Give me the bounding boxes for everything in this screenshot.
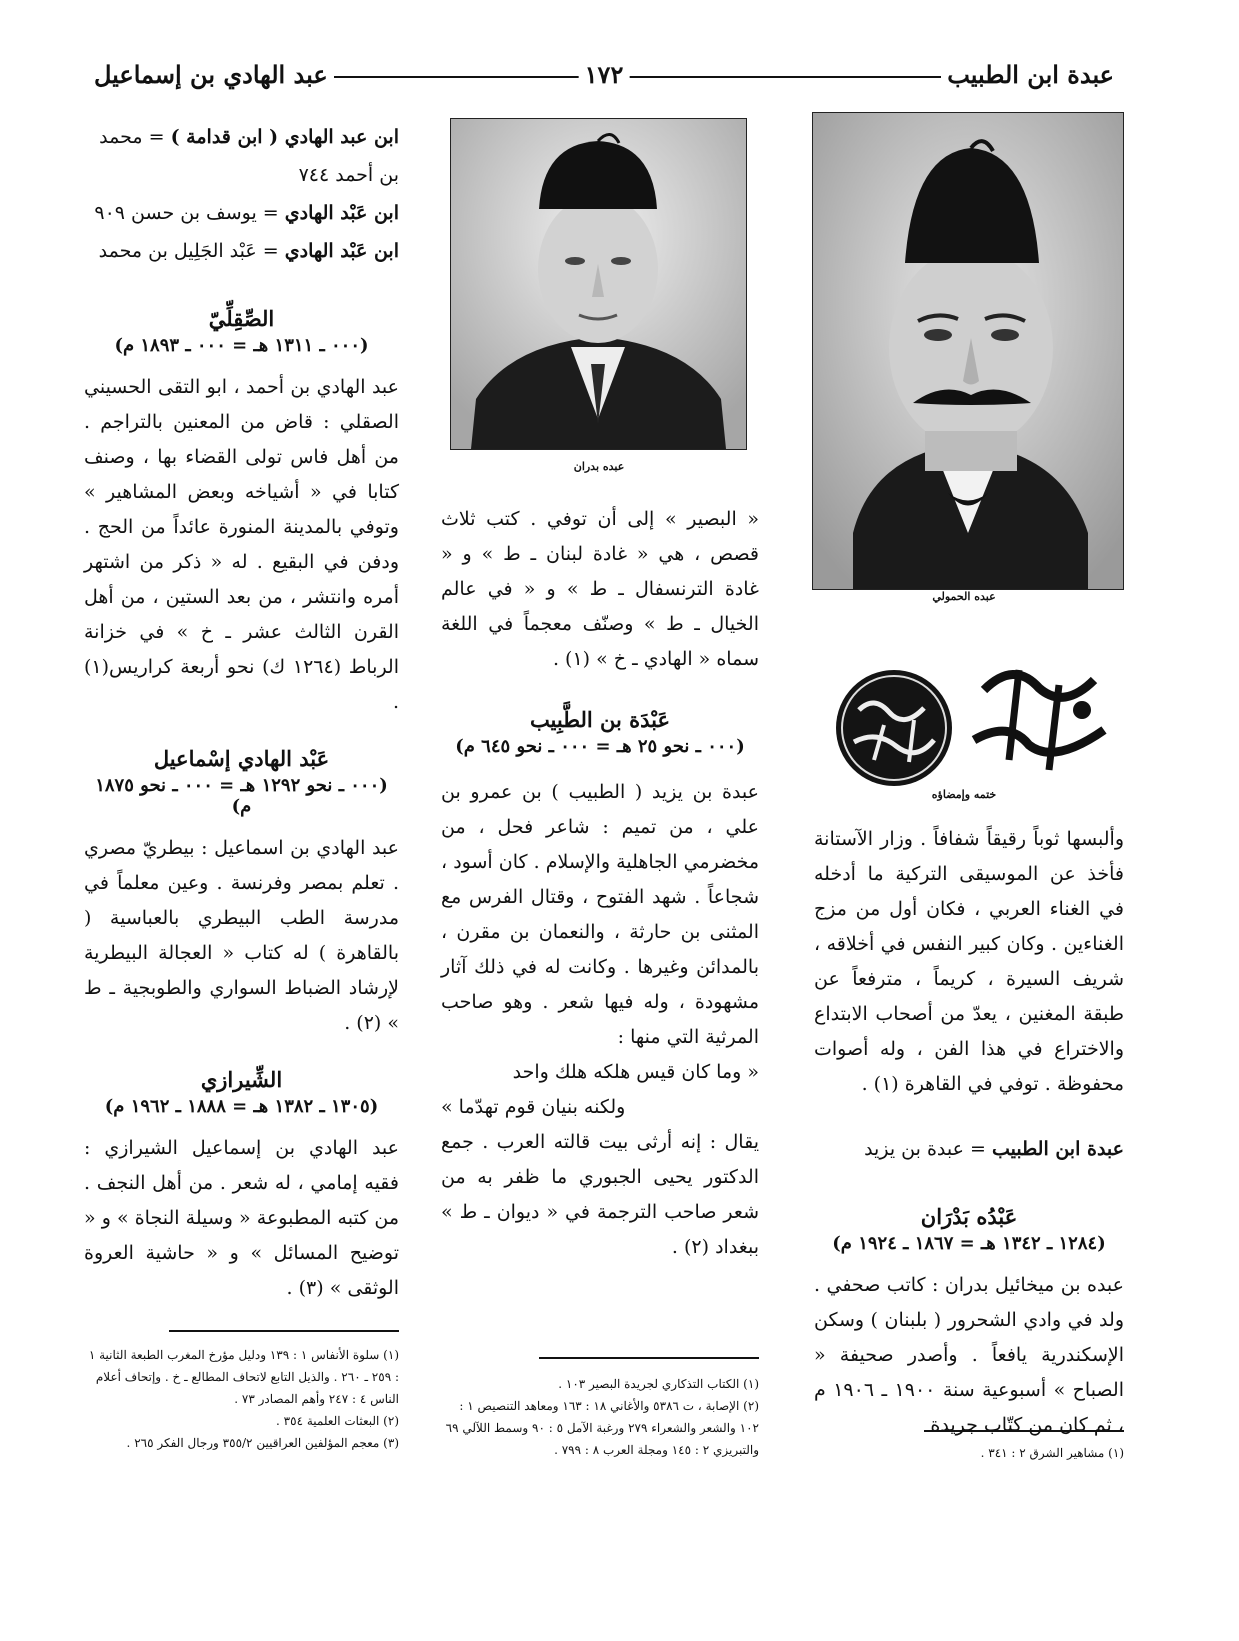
entry-dates-shirazi: (١٣٠٥ ـ ١٣٨٢ هـ = ١٨٨٨ ـ ١٩٦٢ م) <box>104 1096 379 1117</box>
page-number: ١٧٢ <box>579 60 630 89</box>
footnote-middle-1: (١) الكتاب التذكاري لجريدة البصير ١٠٣ . <box>558 1377 759 1391</box>
footnote-rule <box>539 1357 759 1359</box>
header-left-title: عبد الهادي بن إسماعيل <box>88 60 334 89</box>
footnote-rule <box>169 1330 399 1332</box>
photo-caption-hamouli: عبده الحمولي <box>932 590 996 603</box>
entry-body-shirazi: عبد الهادي بن إسماعيل الشيرازي : فقيه إمامي ، له شعر . من أهل النجف . من كتبه المطبوعة « وسيلة النجاة » و « توضيح المسائل » و « حاشية العروة الوثقى » (٣) . <box>84 1137 399 1299</box>
xref-2-rest: = يوسف بن حسن ٩٠٩ <box>94 202 285 224</box>
entry-title-shirazi: الشِّيرازي <box>200 1067 283 1092</box>
footnote-left-2: (٢) البعثات العلمية ٣٥٤ . <box>276 1414 399 1428</box>
xref-abda-ibn-tabib <box>814 1130 1124 1168</box>
seal-and-signature <box>814 650 1124 790</box>
footnotes-right <box>814 1430 1124 1464</box>
seal-caption: ختمه وإمضاؤه <box>931 788 997 801</box>
entry-title-abda-ibn-tabib: عَبْدَة بن الطَّبِيب <box>529 707 671 732</box>
paragraph-badran-cont: « البصير » إلى أن توفي . كتب ثلاث قصص ، هي « غادة لبنان ـ ط » و « غادة الترنسفال ـ ط » و « في عالم الخيال ـ ط » وصنّف معجماً في اللغة سماه « الهادي ـ خ » (١) . <box>441 508 759 670</box>
entry-body-abda-ibn-tabib: عبدة بن يزيد ( الطبيب ) بن عمرو بن علي ، من تميم : شاعر فحل ، من مخضرمي الجاهلية والإسلام . كان أسود ، شجاعاً . شهد الفتوح ، وقتال الفرس مع المثنى بن حارثة ، والنعمان بن مقرن ، بالمدائن وغيرها . وكانت له في ذلك آثار مشهودة ، وله فيها شعر . وهو صاحب المرثية التي منها : <box>441 781 759 1048</box>
footnotes-left <box>84 1330 399 1454</box>
entry-body-siqilli: عبد الهادي بن أحمد ، ابو التقى الحسيني الصقلي : قاض من المعنين بالتراجم . من أهل فاس تولى القضاء بها ، وصنف كتابا في « أشياخه وبعض المشاهير » وتوفي بالمدينة المنورة عائداً من الحج . ودفن في البقيع . له « ذكر من اشتهر أمره وانتشر ، من بعد الستين ، من أهل القرن الثالث عشر ـ خ » في خزانة الرباط (١٢٦٤ ك) نحو أربعة كراريس(١) . <box>84 376 399 713</box>
xref-1-bold: ابن عبد الهادي ( ابن قدامة ) <box>170 126 399 148</box>
header-right-title: عبدة ابن الطبيب <box>941 60 1120 89</box>
running-header <box>88 58 1120 98</box>
footnote-right-1: (١) مشاهير الشرق ٢ : ٣٤١ . <box>980 1446 1124 1460</box>
entry-dates-abd-alhadi-ismail: (٠٠٠ ـ نحو ١٢٩٢ هـ = ٠٠٠ ـ نحو ١٨٧٥ م) <box>95 775 388 817</box>
entry-body-badran: عبده بن ميخائيل بدران : كاتب صحفي . ولد في وادي الشحرور ( بلبنان ) وسكن الإسكندرية يافعاً . وأصدر صحيفة « الصباح » أسبوعية سنة ١٩٠٠ ـ ١٩٠٦ م ، ثم كان من كتّاب جريدة <box>814 1274 1124 1436</box>
footnote-left-3: (٣) معجم المؤلفين العراقيين ٣٥٥/٢ ورجال الفكر ٢٦٥ . <box>126 1436 399 1450</box>
footnote-rule <box>924 1430 1124 1432</box>
right-text-block <box>814 822 1124 1443</box>
xref-rest: = عبدة بن يزيد <box>864 1138 992 1160</box>
entry-body-abd-alhadi-ismail: عبد الهادي بن اسماعيل : بيطريّ مصري . تعلم بمصر وفرنسة . وعين معلماً في مدرسة الطب البيطري بالعباسية ( بالقاهرة ) له كتاب « العجالة البيطرية لإرشاد الضباط السواري والطوبجية ـ ط » (٢) . <box>84 837 399 1034</box>
portrait-badran-illustration <box>451 119 746 449</box>
xref-1 <box>84 118 399 194</box>
verse-line-2: ولكنه بنيان قوم تهدّما » <box>441 1096 626 1118</box>
entry-dates-badran: (١٢٨٤ ـ ١٣٤٢ هـ = ١٨٦٧ ـ ١٩٢٤ م) <box>832 1233 1106 1254</box>
footnote-left-1: (١) سلوة الأنفاس ١ : ١٣٩ ودليل مؤرخ المغرب الطبعة الثانية ١ : ٢٥٩ ـ ٢٦٠ . والذيل التابع لاتحاف المطالع ـ خ . وإتحاف أعلام الناس ٤ : ٢٤٧ وأهم المصادر ٧٣ . <box>88 1348 399 1406</box>
entry-title-badran: عَبْدُه بَدْرَان <box>920 1204 1018 1229</box>
column-right <box>814 110 1124 1601</box>
xref-2 <box>84 194 399 232</box>
footnote-middle-2: (٢) الإصابة ، ت ٥٣٨٦ والأغاني ١٨ : ١٦٣ ومعاهد التنصيص ١ : ١٠٢ والشعر والشعراء ٢٧٩ ورغبة الآمل ٥ : ٩٠ وسمط اللآلي ٦٩ والتبريزي ٢ : ١٤٥ ومجلة العرب ٨ : ٧٩٩ . <box>445 1399 759 1457</box>
verse-line-1: « وما كان قيس هلكه هلك واحد <box>512 1061 759 1083</box>
portrait-photo-badran <box>450 118 747 450</box>
xref-3-bold: ابن عَبْد الهادي <box>284 240 399 262</box>
xref-2-bold: ابن عَبْد الهادي <box>284 202 399 224</box>
entry-dates-siqilli: (٠٠٠ ـ ١٣١١ هـ = ٠٠٠ ـ ١٨٩٣ م) <box>114 335 369 356</box>
seal-signature-image <box>814 650 1124 790</box>
column-left <box>84 110 399 1601</box>
xref-3 <box>84 232 399 270</box>
xref-1-rest: = محمد بن أحمد ٧٤٤ <box>99 126 399 186</box>
left-text-block <box>84 118 399 1306</box>
entry-body-abda-ibn-tabib-2: يقال : إنه أرثى بيت قالته العرب . جمع الدكتور يحيى الجبوري ما ظفر به من شعر صاحب الترجمة في « ديوان ـ ط » ببغداد (٢) . <box>441 1131 759 1258</box>
portrait-hamouli-illustration <box>813 113 1123 589</box>
xref-bold: عبدة ابن الطبيب <box>991 1138 1124 1160</box>
middle-text-block <box>441 502 759 1265</box>
entry-title-siqilli: الصِّقِلِّيّ <box>208 306 275 331</box>
portrait-photo-hamouli <box>812 112 1124 590</box>
entry-title-abd-alhadi-ismail: عَبْد الهادي إسْماعيل <box>153 746 330 771</box>
photo-caption-badran: عبده بدران <box>573 460 625 473</box>
column-middle <box>441 110 759 1601</box>
xref-3-rest: = عَبْد الجَلِيل بن محمد <box>98 240 285 262</box>
entry-dates-abda-ibn-tabib: (٠٠٠ ـ نحو ٢٥ هـ = ٠٠٠ ـ نحو ٦٤٥ م) <box>455 736 745 757</box>
footnotes-middle <box>441 1357 759 1461</box>
paragraph-hamouli-cont: وألبسها ثوباً رقيقاً شفافاً . وزار الآستانة فأخذ عن الموسيقى التركية ما أدخله في الغناء العربي ، فكان أول من مزج الغناءين . وكان كبير النفس في أخلاقه ، شريف السيرة ، كريماً ، مترفعاً عن طبقة المغنين ، يعدّ من أصحاب الابتداع والاختراع في هذا الفن ، وله أصوات محفوظة . توفي في القاهرة (١) . <box>814 828 1124 1095</box>
